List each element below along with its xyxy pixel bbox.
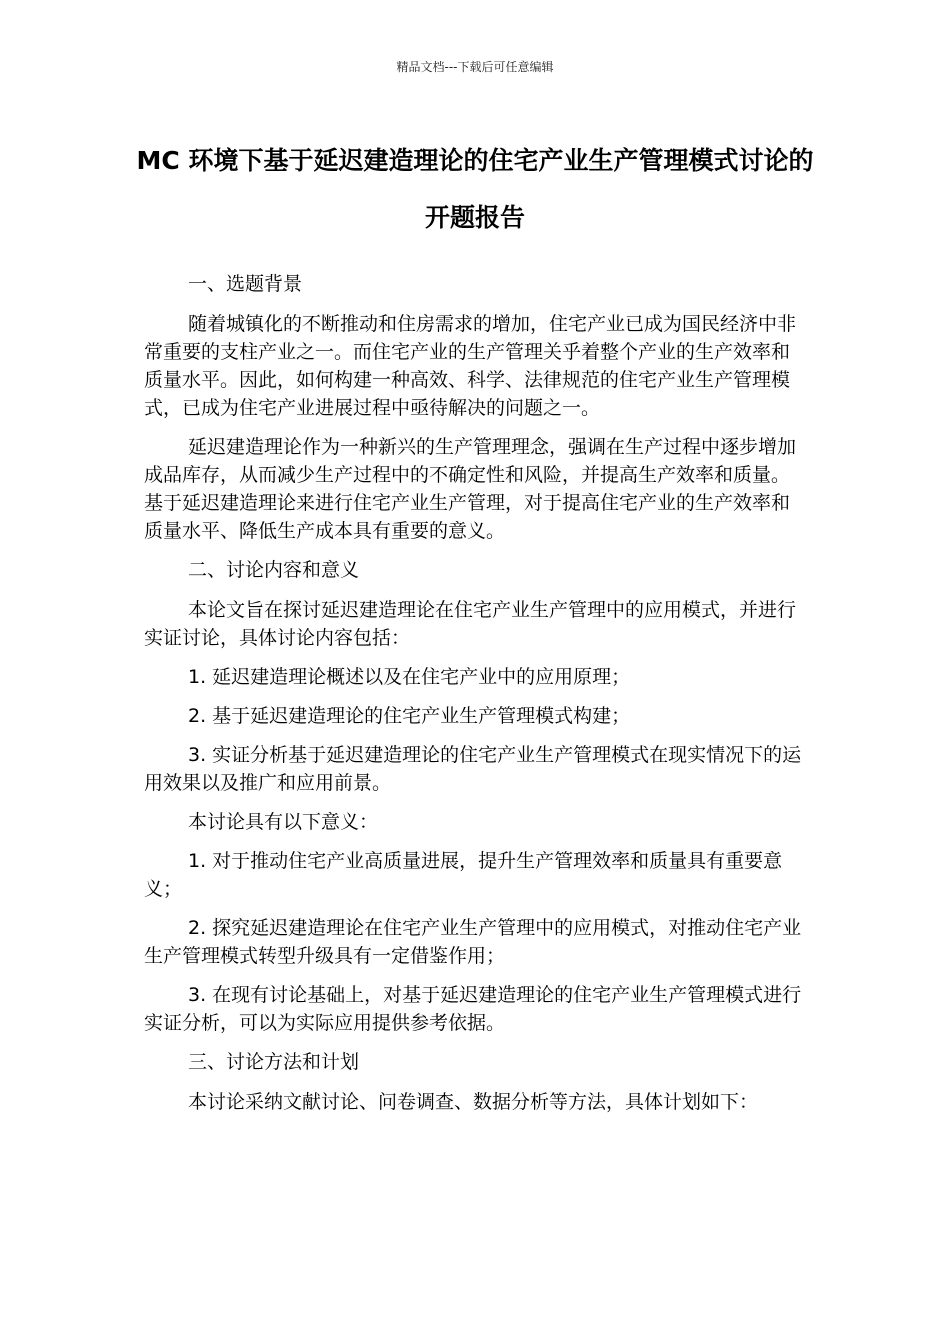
- list-item: 2. 基于延迟建造理论的住宅产业生产管理模式构建；: [188, 705, 631, 727]
- list-item: 2. 探究延迟建造理论在住宅产业生产管理中的应用模式，对推动住宅产业生产管理模式转型升级具有一定借鉴作用；: [144, 917, 802, 967]
- list-item: 3. 在现有讨论基础上，对基于延迟建造理论的住宅产业生产管理模式进行实证分析，可以为实际应用提供参考依据。: [144, 984, 802, 1034]
- body-paragraph: 本讨论具有以下意义：: [188, 811, 379, 833]
- document-body: [144, 270, 806, 1127]
- section-heading: 二、讨论内容和意义: [188, 559, 360, 581]
- section-heading: 一、选题背景: [188, 273, 303, 295]
- page-header: 精品文档---下载后可任意编辑: [396, 60, 554, 74]
- body-paragraph: 本讨论采纳文献讨论、问卷调查、数据分析等方法，具体计划如下：: [188, 1091, 759, 1113]
- body-paragraph: 本论文旨在探讨延迟建造理论在住宅产业生产管理中的应用模式，并进行实证讨论，具体讨论内容包括：: [144, 599, 797, 649]
- list-item: 3. 实证分析基于延迟建造理论的住宅产业生产管理模式在现实情况下的运用效果以及推广和应用前景。: [144, 744, 802, 794]
- body-paragraph: 延迟建造理论作为一种新兴的生产管理理念，强调在生产过程中逐步增加成品库存，从而减少生产过程中的不确定性和风险，并提高生产效率和质量。基于延迟建造理论来进行住宅产业生产管理，对于提高住宅产业的生产效率和质量水平、降低生产成本具有重要的意义。: [144, 436, 797, 542]
- document-title: MC 环境下基于延迟建造理论的住宅产业生产管理模式讨论的开题报告: [136, 146, 814, 232]
- list-item: 1. 延迟建造理论概述以及在住宅产业中的应用原理；: [188, 666, 631, 688]
- section-heading: 三、讨论方法和计划: [188, 1051, 360, 1073]
- body-paragraph: 随着城镇化的不断推动和住房需求的增加，住宅产业已成为国民经济中非常重要的支柱产业之一。而住宅产业的生产管理关乎着整个产业的生产效率和质量水平。因此，如何构建一种高效、科学、法律规范的住宅产业生产管理模式，已成为住宅产业进展过程中亟待解决的问题之一。: [144, 313, 797, 419]
- list-item: 1. 对于推动住宅产业高质量进展，提升生产管理效率和质量具有重要意义；: [144, 850, 783, 900]
